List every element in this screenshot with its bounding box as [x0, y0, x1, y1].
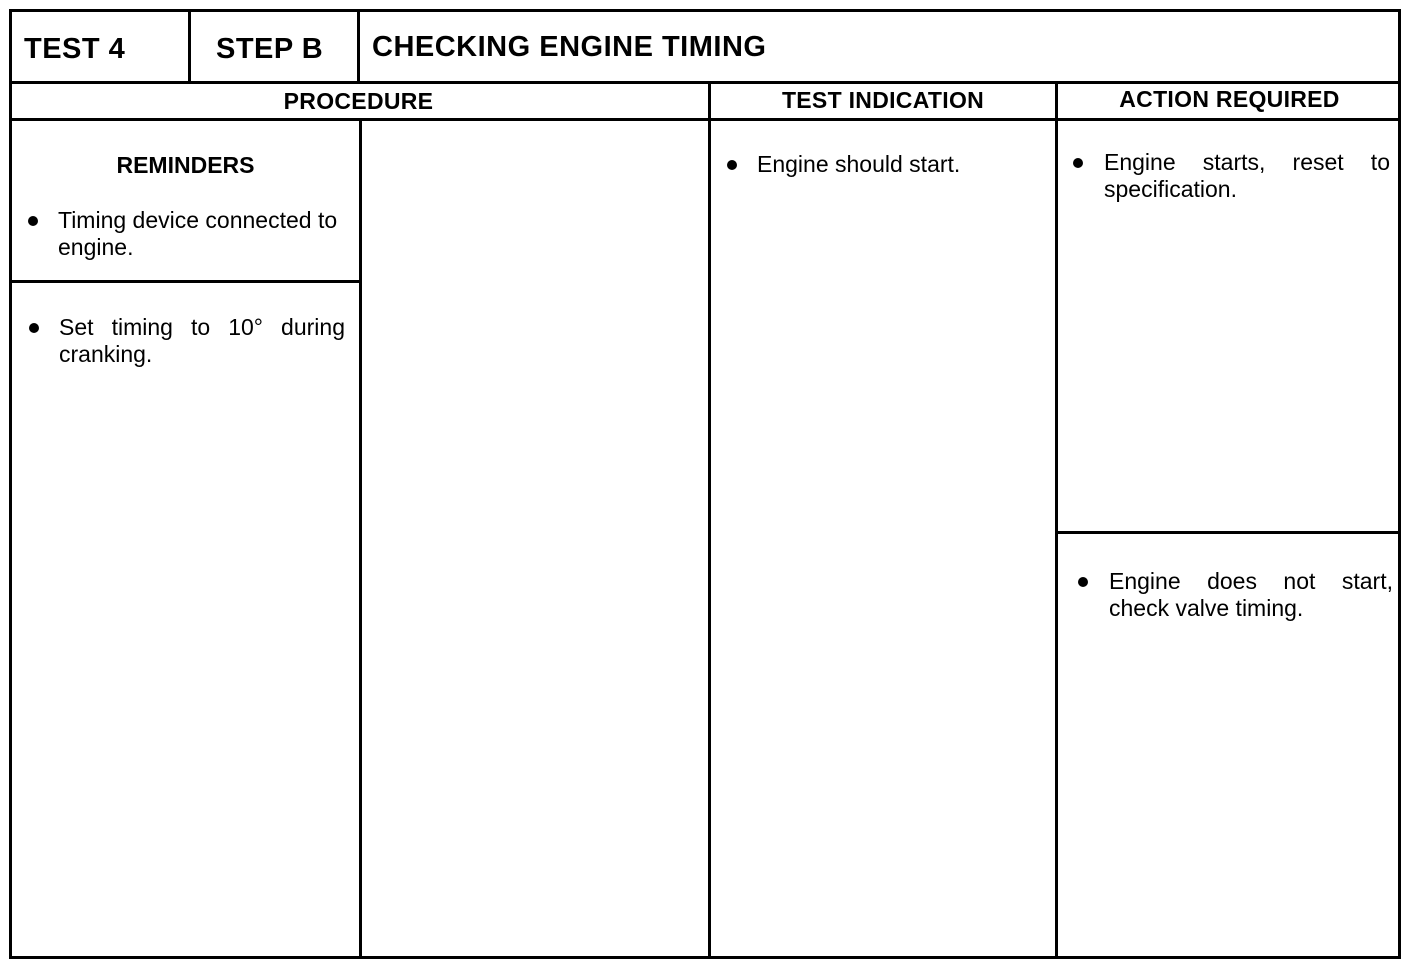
- reminders-title: REMINDERS: [116, 152, 255, 178]
- action-required-header: ACTION REQUIRED: [1119, 86, 1340, 112]
- procedure-header: PROCEDURE: [283, 88, 434, 114]
- bullet-icon: [28, 216, 38, 226]
- bullet-icon: [1073, 158, 1083, 168]
- header-divider-2: [357, 9, 360, 83]
- column-divider-procedure: [708, 81, 711, 959]
- test-indication-header: TEST INDICATION: [781, 87, 985, 113]
- reminder-item: Timing device connected to engine.: [58, 207, 338, 260]
- action-item: Engine starts, reset to specification.: [1104, 149, 1390, 202]
- column-header-bottom-rule: [9, 118, 1401, 121]
- reminders-bottom-rule: [9, 280, 362, 283]
- action-divider: [1055, 531, 1401, 534]
- test-number: TEST 4: [24, 33, 126, 65]
- procedure-inner-divider: [359, 118, 362, 959]
- header-bottom-rule: [9, 81, 1401, 84]
- bullet-icon: [29, 323, 39, 333]
- action-item: Engine does not start, check valve timing.: [1109, 568, 1393, 621]
- page-title: CHECKING ENGINE TIMING: [372, 31, 767, 63]
- header-divider-1: [188, 9, 191, 83]
- bullet-icon: [1078, 577, 1088, 587]
- test-indication-item: Engine should start.: [757, 151, 961, 177]
- procedure-step: Set timing to 10° during cranking.: [59, 314, 345, 367]
- step-label: STEP B: [216, 33, 324, 65]
- column-divider-indication: [1055, 81, 1058, 959]
- bullet-icon: [727, 160, 737, 170]
